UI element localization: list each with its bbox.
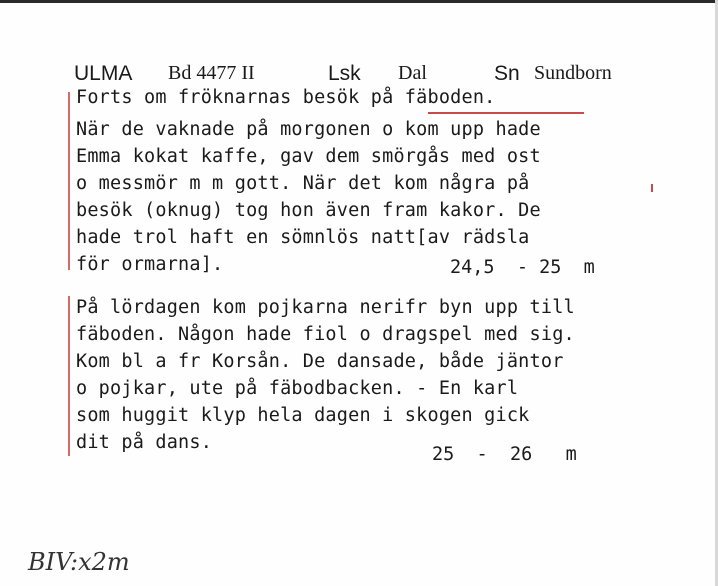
header-sn-value: Sundborn [534,62,612,84]
header-lsk-label: Lsk [328,62,361,85]
section2-line: På lördagen kom pojkarna nerifr byn upp till [76,297,575,318]
section2-line: fäboden. Någon hade fiol o dragspel med sig. [76,324,575,345]
section1-range: 24,5 - 25 m [450,257,595,278]
section1-line: När de vaknade på morgonen o kom upp hade [76,119,541,140]
section1-line: hade trol haft en sömnlös natt[av rädsla [76,227,530,248]
section1-line: för ormarna]. [76,254,224,275]
header-lsk-value: Dal [398,62,427,84]
section2-line: dit på dans. [76,432,213,453]
header-sn-label: Sn [494,62,520,85]
section2-line: o pojkar, ute på fäbodbacken. - En karl [76,378,519,399]
section1-line: o messmör m m gott. När det kom några på [76,173,530,194]
section1-line: Forts om fröknarnas besök på fäboden. [76,87,496,108]
section2-line: Kom bl a fr Korsån. De dansade, både jäntor [76,351,564,372]
section1-line: Emma kokat kaffe, gav dem smörgås med ost [76,146,541,167]
red-tick-mark [651,184,653,192]
header-record: Bd 4477 II [168,62,255,84]
handwritten-signature: BIV:x2m [28,548,130,576]
red-underline [428,112,584,114]
section2-line: som huggit klyp hela dagen i skogen gick [76,405,530,426]
section2-range: 25 - 26 m [432,444,577,465]
header-title: ULMA [74,62,133,85]
margin-line-2 [68,296,70,456]
section1-line: besök (oknug) tog hon även fram kakor. De [76,200,541,221]
margin-line-1 [68,92,70,270]
card-top-edge [0,0,718,3]
